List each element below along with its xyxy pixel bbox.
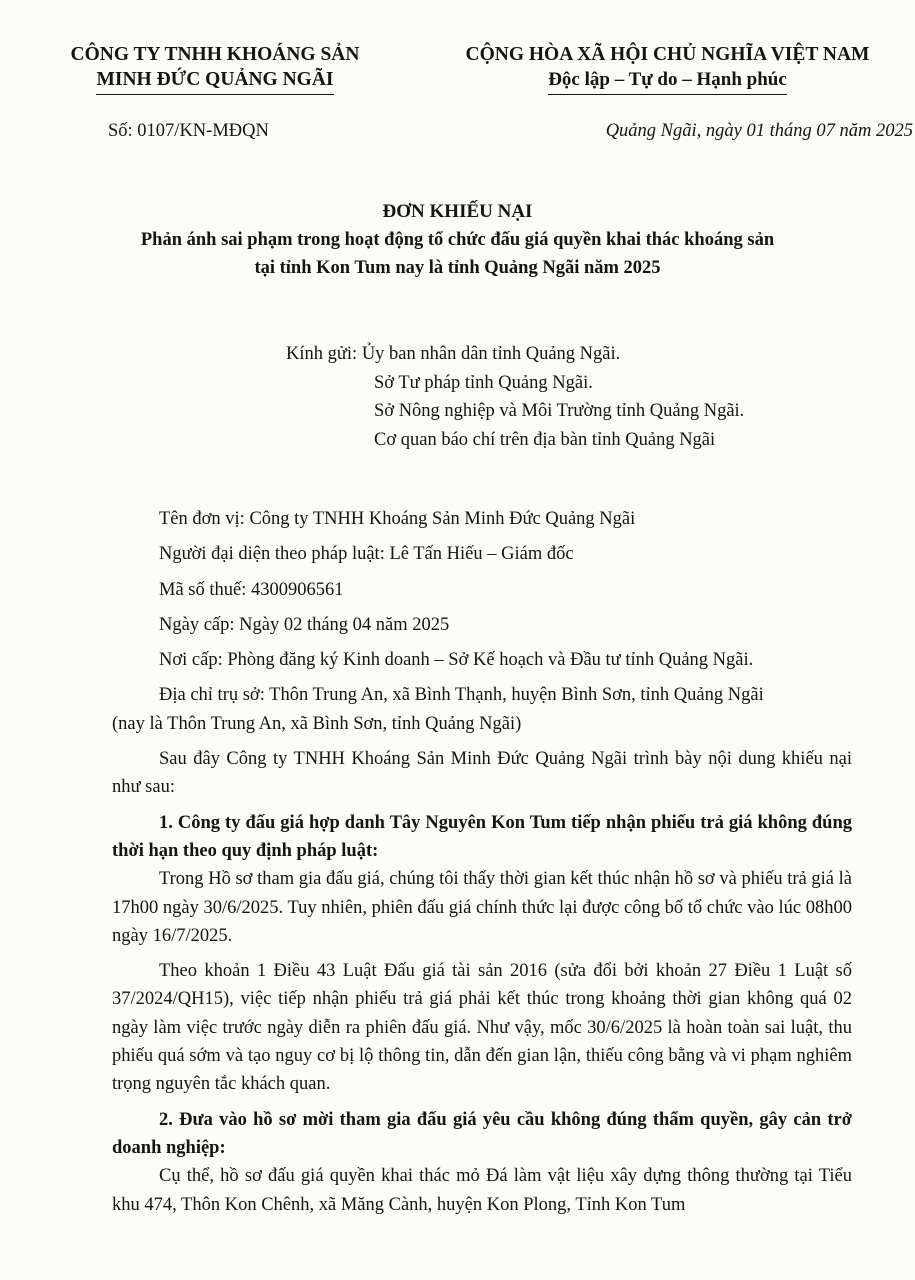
- info-representative: Người đại diện theo pháp luật: Lê Tấn Hiếu – Giám đốc: [159, 544, 574, 565]
- recipient-item: Cơ quan báo chí trên địa bàn tỉnh Quảng Ngãi: [374, 429, 716, 450]
- national-motto: Độc lập – Tự do – Hạnh phúc: [548, 67, 787, 95]
- section-2-paragraph: Cụ thể, hồ sơ đấu giá quyền khai thác mỏ Đá làm vật liệu xây dựng thông thường tại Tiểu khu 474, Thôn Kon Chênh, xã Măng Cành, huyện Kon Plong, Tỉnh Kon Tum: [112, 1166, 852, 1215]
- title-main: ĐƠN KHIẾU NẠI: [382, 201, 533, 222]
- info-unit-name: Tên đơn vị: Công ty TNHH Khoáng Sản Minh Đức Quảng Ngãi: [159, 509, 636, 529]
- document-date: Quảng Ngãi, ngày 01 tháng 07 năm 2025: [605, 121, 913, 141]
- recipient-item: Sở Tư pháp tỉnh Quảng Ngãi.: [374, 372, 593, 393]
- intro-paragraph: Sau đây Công ty TNHH Khoáng Sản Minh Đức Quảng Ngãi trình bày nội dung khiếu nại như sau:: [112, 749, 852, 798]
- organization-header: [40, 42, 390, 95]
- section-1-paragraph: Trong Hồ sơ tham gia đấu giá, chúng tôi thấy thời gian kết thúc nhận hồ sơ và phiếu trả giá là 17h00 ngày 30/6/2025. Tuy nhiên, phiên đấu giá chính thức lại được công bố tổ chức vào lúc 08h00 ngày 16/7/2025.: [112, 869, 852, 946]
- section-2-heading: 2. Đưa vào hồ sơ mời tham gia đấu giá yêu cầu không đúng thẩm quyền, gây cản trở doanh nghiệp:: [112, 1109, 852, 1158]
- title-subtitle-line1: Phản ánh sai phạm trong hoạt động tổ chức đấu giá quyền khai thác khoáng sản: [140, 230, 775, 250]
- document-title: [0, 198, 915, 282]
- national-header: [425, 42, 910, 95]
- info-issue-place: Nơi cấp: Phòng đăng ký Kinh doanh – Sở Kế hoạch và Đầu tư tỉnh Quảng Ngãi.: [159, 650, 754, 671]
- recipients: [286, 340, 744, 454]
- section-1-heading: 1. Công ty đấu giá hợp danh Tây Nguyên Kon Tum tiếp nhận phiếu trả giá không đúng thời hạn theo quy định pháp luật:: [112, 812, 852, 861]
- title-subtitle-line2: tại tỉnh Kon Tum nay là tỉnh Quảng Ngãi năm 2025: [254, 258, 661, 278]
- country-name: CỘNG HÒA XÃ HỘI CHỦ NGHĨA VIỆT NAM: [465, 44, 870, 65]
- info-address-note: (nay là Thôn Trung An, xã Bình Sơn, tỉnh Quảng Ngãi): [112, 713, 522, 734]
- section-1-paragraph: Theo khoản 1 Điều 43 Luật Đấu giá tài sản 2016 (sửa đổi bởi khoản 27 Điều 1 Luật số 37/2024/QH15), việc tiếp nhận phiếu trả giá phải kết thúc trong khoảng thời gian không quá 02 ngày làm việc trước ngày diễn ra phiên đấu giá. Như vậy, mốc 30/6/2025 là hoàn toàn sai luật, thu phiếu quá sớm và tạo nguy cơ bị lộ thông tin, dẫn đến gian lận, thiếu công bằng và vi phạm nghiêm trọng nguyên tắc khách quan.: [112, 961, 852, 1095]
- info-tax-code: Mã số thuế: 4300906561: [159, 579, 344, 600]
- document-number: Số: 0107/KN-MĐQN: [108, 121, 269, 141]
- organization-name-line1: CÔNG TY TNHH KHOÁNG SẢN: [70, 44, 360, 65]
- recipients-label: Kính gửi:: [286, 344, 362, 364]
- recipient-item: Sở Nông nghiệp và Môi Trường tỉnh Quảng Ngãi.: [374, 401, 745, 421]
- document-body: [112, 505, 852, 1219]
- recipient-item: Ủy ban nhân dân tỉnh Quảng Ngãi.: [361, 344, 621, 364]
- info-issue-date: Ngày cấp: Ngày 02 tháng 04 năm 2025: [159, 614, 450, 635]
- organization-name-line2: MINH ĐỨC QUẢNG NGÃI: [96, 67, 333, 95]
- info-address: Địa chỉ trụ sở: Thôn Trung An, xã Bình Thạnh, huyện Bình Sơn, tỉnh Quảng Ngãi: [159, 685, 764, 706]
